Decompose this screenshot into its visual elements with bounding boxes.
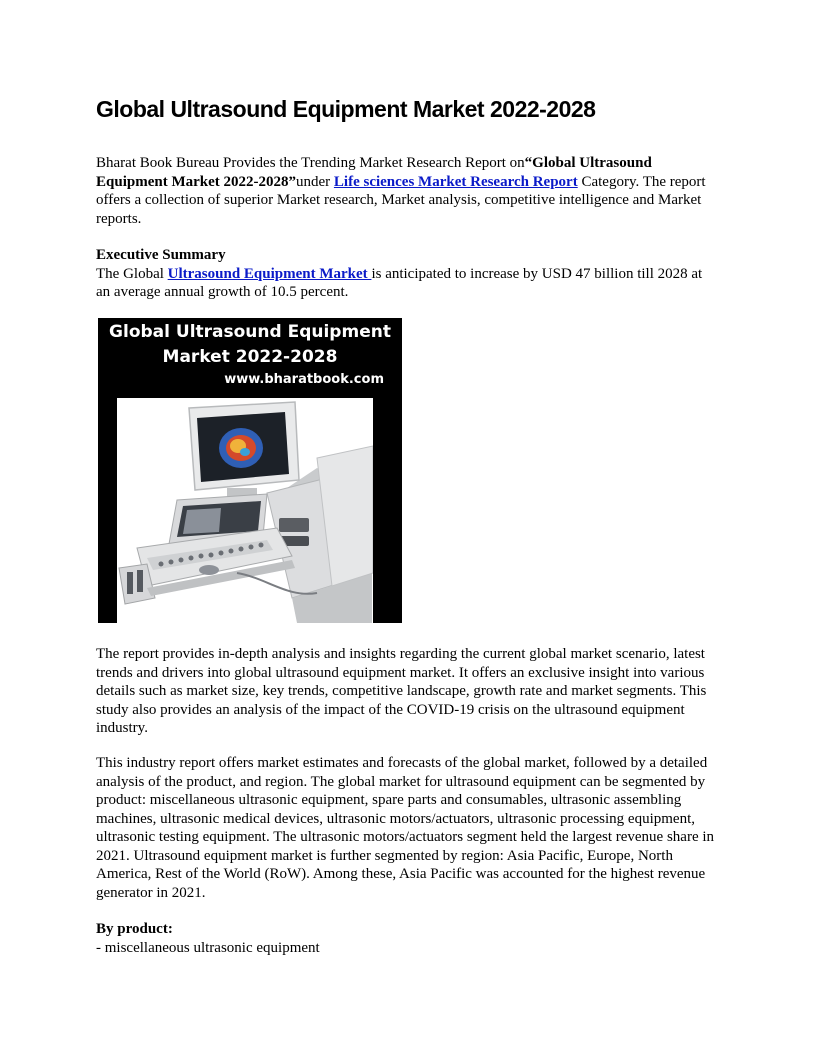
by-product-heading: By product: [96,921,173,937]
intro-report-title: “Global Ultrasound Equipment Market 2022-2028” [96,155,652,190]
report-banner-image [98,318,402,623]
banner-title [98,320,402,370]
exec-text-after: is anticipated to increase by USD 47 billion till 2028 at an average annual growth of 10.5 percent. [96,265,703,300]
page-title: Global Ultrasound Equipment Market 2022-2028 [96,96,596,122]
report-overview-paragraph [96,645,716,738]
executive-summary-heading: Executive Summary [96,247,226,263]
by-product-item: - miscellaneous ultrasonic equipment [96,939,320,956]
intro-text-before: Bharat Book Bureau Provides the Trending Market Research Report on [96,155,525,171]
banner-url: www.bharatbook.com [224,372,384,387]
intro-text-after: Category. The report offers a collection of superior Market research, Market analysis, competitive intelligence and Market reports. [96,173,706,227]
ultrasound-machine-photo [117,398,373,623]
intro-text-under: under [296,173,334,190]
banner-title-line1: Global Ultrasound Equipment [109,322,391,342]
report-overview-text: The report provides in-depth analysis and insights regarding the current global market scenario, latest trends and drivers into global ultrasound equipment market. It offers an exclusive insight into various details such as market size, key trends, competitive landscape, growth rate and market segments. This study also provides an analysis of the impact of the COVID-19 crisis on the ultrasound equipment industry. [96,646,707,736]
banner-title-line2: Market 2022-2028 [162,347,338,367]
exec-text-before: The Global [96,265,168,282]
ultrasound-machine-illustration [117,398,373,623]
intro-paragraph [96,154,716,228]
ultrasound-equipment-market-link[interactable]: Ultrasound Equipment Market [167,265,372,282]
life-sciences-category-link[interactable]: Life sciences Market Research Report [333,173,578,190]
executive-summary-section [96,246,716,302]
industry-report-paragraph [96,754,716,902]
by-product-section [96,920,716,957]
industry-report-text: This industry report offers market estimates and forecasts of the global market, followed by a detailed analysis of the product, and region. The global market for ultrasound equipment can be segmented by product: miscellaneous ultrasonic equipment, spare parts and consumables, ultrasonic assembling machines, ultrasonic medical devices, ultrasonic motors/actuators, ultrasonic processing equipment, ultrasonic testing equipment. The ultrasonic motors/actuators segment held the largest revenue share in 2021. Ultrasound equipment market is further segmented by region: Asia Pacific, Europe, North America, Rest of the World (RoW). Among these, Asia Pacific was accounted for the highest revenue generator in 2021. [96,755,715,901]
